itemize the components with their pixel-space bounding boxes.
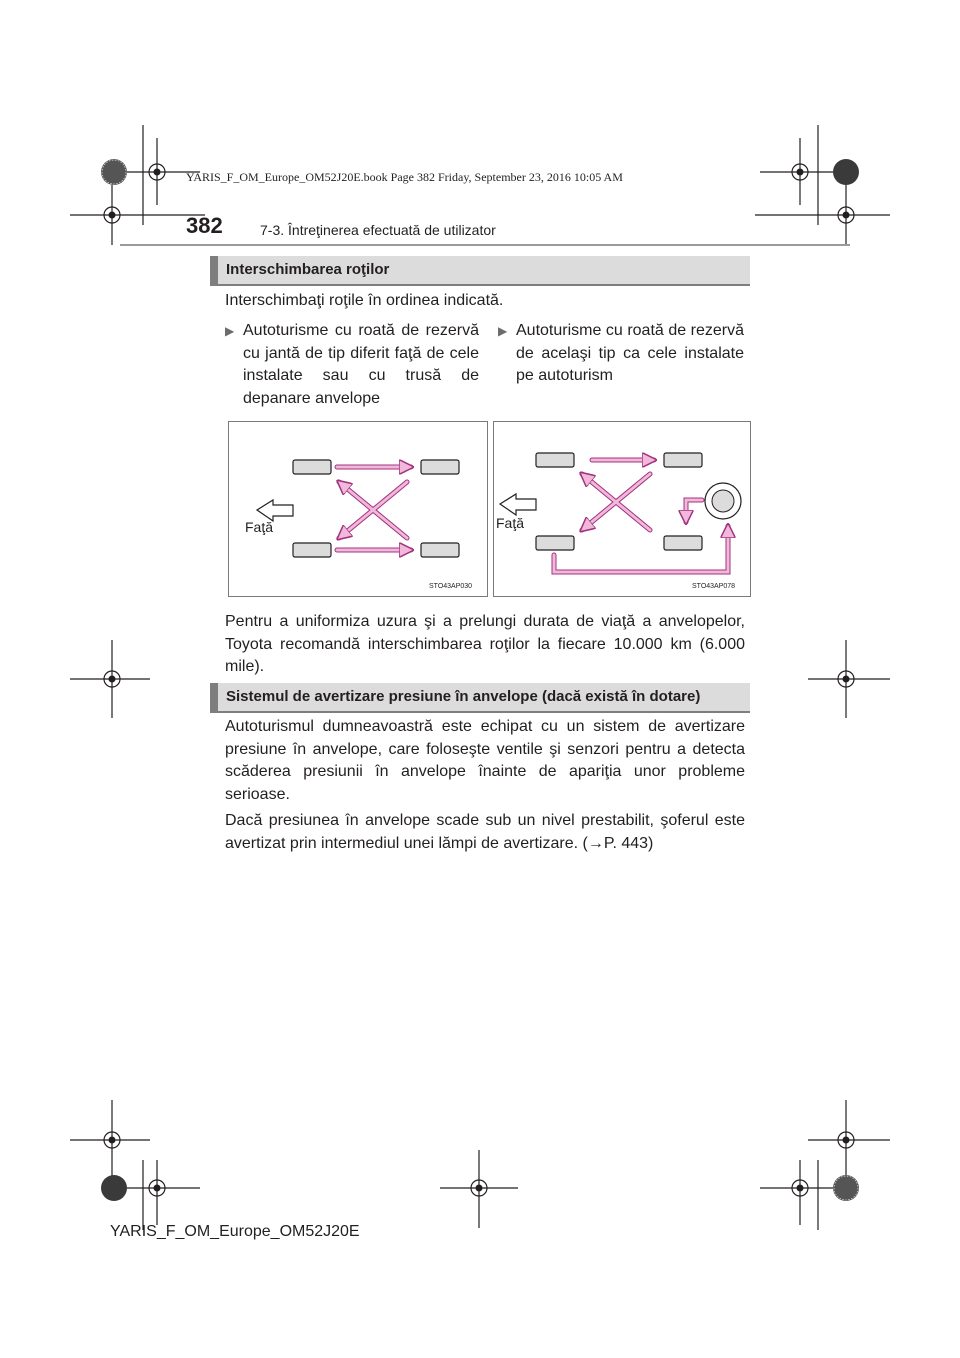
heading-accent-bar xyxy=(210,256,218,284)
footer-doc-code: YARIS_F_OM_Europe_OM52J20E xyxy=(110,1223,360,1240)
rotation-recommendation: Pentru a uniformiza uzura şi a prelungi durata de viaţă a anvelopelor, Toyota recomandă interschimbarea roţilor la fiecare 10.000 km (6.000 mile). xyxy=(225,613,745,675)
tire-rear-right xyxy=(664,536,702,550)
triangle-bullet-icon: ▶ xyxy=(498,324,508,338)
rotation-figure-left xyxy=(228,421,488,597)
tire-front-right xyxy=(664,453,702,467)
front-label: Faţă xyxy=(245,519,274,535)
rotation-figure-right xyxy=(493,421,751,597)
option-left xyxy=(225,320,481,410)
tire-rear-left xyxy=(536,536,574,550)
book-info-line: YARIS_F_OM_Europe_OM52J20E.book Page 382 Friday, September 23, 2016 10:05 AM xyxy=(186,170,623,184)
heading-accent-bar xyxy=(210,683,218,711)
section-title: 7-3. Întreţinerea efectuată de utilizator xyxy=(260,222,496,238)
option-right-text: Autoturisme cu roată de rezervă de acelaşi tip ca cele instalate pe autoturism xyxy=(516,322,744,384)
tire-rear-left xyxy=(293,543,331,557)
page-number: 382 xyxy=(186,213,223,238)
figure-code: STO43AP078 xyxy=(692,583,736,590)
tire-front-right xyxy=(421,460,459,474)
figure-code: STO43AP030 xyxy=(429,583,473,590)
tpws-paragraph-1: Autoturismul dumneavoastră este echipat cu un sistem de avertizare presiune în anvelope, care foloseşte ventile şi senzori pentru a detecta scăderea presiunii în anvelope înainte de apariţia unor probleme serioase. xyxy=(225,718,745,803)
tire-front-left xyxy=(293,460,331,474)
header-rule xyxy=(120,244,850,246)
option-left-text: Autoturisme cu roată de rezervă cu jantă de tip diferit faţă de cele instalate sau cu trusă de depanare anvelope xyxy=(243,322,479,407)
option-right xyxy=(498,320,754,390)
tire-rear-right xyxy=(421,543,459,557)
tpws-heading xyxy=(210,683,750,713)
tpws-heading-text: Sistemul de avertizare presiune în anvelope (dacă există în dotare) xyxy=(226,688,701,705)
front-direction-arrow-icon xyxy=(500,494,536,515)
tire-rotation-heading-text: Interschimbarea roţilor xyxy=(226,261,390,278)
tpws-paragraph-2: Dacă presiunea în anvelope scade sub un nivel prestabilit, şoferul este avertizat prin intermediul unei lămpi de avertizare. (→P. 443) xyxy=(225,812,745,852)
triangle-bullet-icon: ▶ xyxy=(225,324,235,338)
front-label: Faţă xyxy=(496,515,525,531)
rotation-intro: Interschimbaţi roţile în ordinea indicată. xyxy=(225,292,504,309)
front-direction-arrow-icon xyxy=(257,500,293,521)
tire-rotation-heading xyxy=(210,256,750,286)
tire-front-left xyxy=(536,453,574,467)
